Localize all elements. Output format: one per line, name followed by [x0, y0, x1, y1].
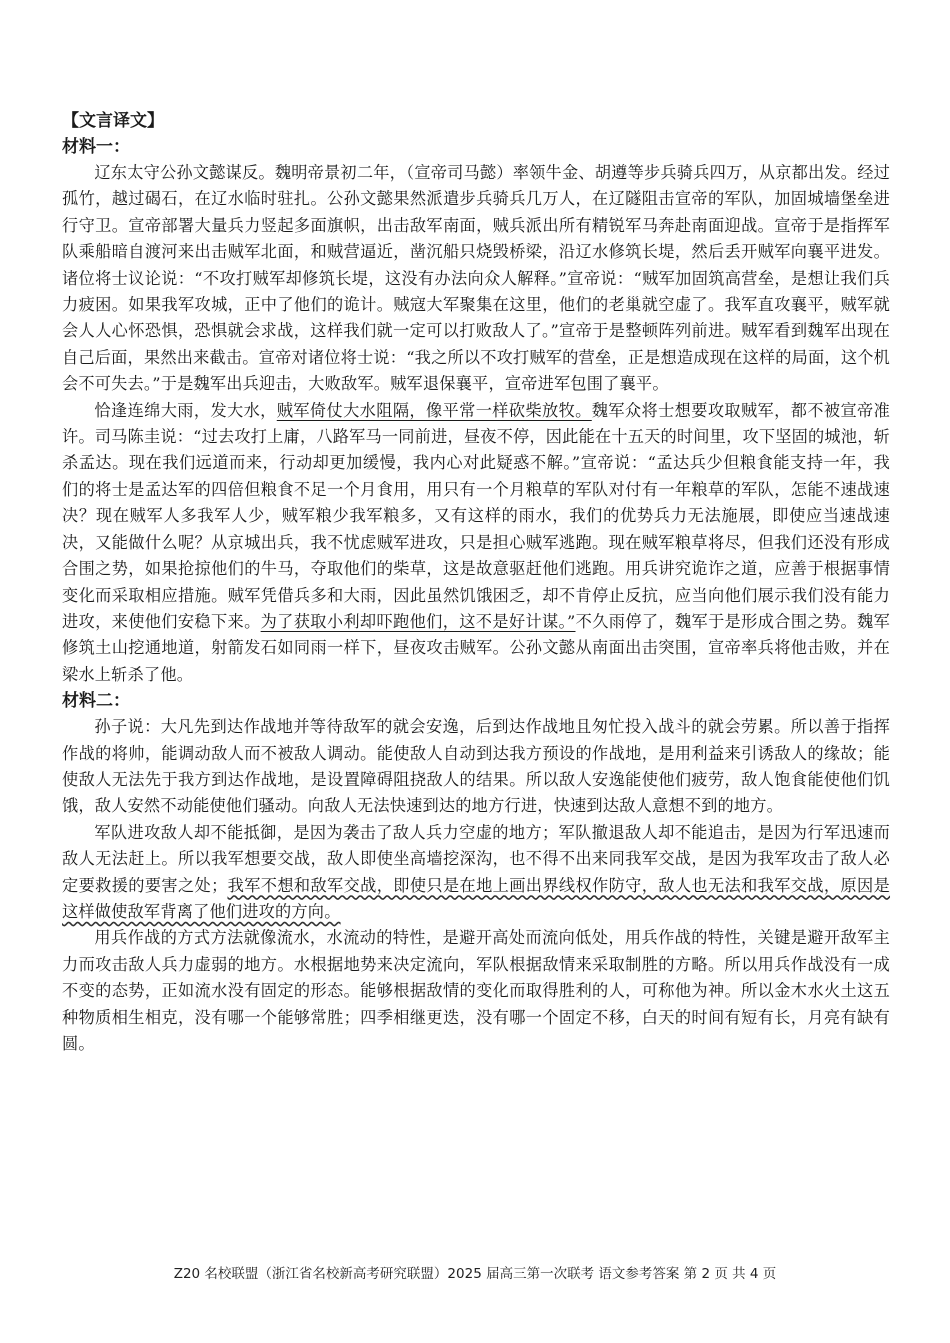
text-segment: 魏军众将士想要攻取贼军，都不被宣帝准许。司马陈圭说：“过去攻打上庸，八路军马一同前进，昼夜不停，因此能在十五天的时间里，攻下坚固的城池，斩杀孟达。现在我们远道而来，行动却更加缓慢，我内心对此疑惑不解。”宣帝说：“孟达兵少但粮食能支持一年，我们的将士是孟达军的四倍但粮食不足一个月食用，用只有一个月粮草的军队对付有一年粮草的军队，怎能不速战速决？现在贼军人多我军人少，贼军粮少我军粮多，又有这样的雨水，我们的优势兵力无法施展，即使应当速战速决，又能做什么呢？从京城出兵，我不忧虑贼军进攻，只是担心贼军逃跑。现在贼军粮草将尽，但我们还没有形成合围之势，如果抢掠他们的牛马，夺取他们的柴草，这是故意驱赶他们逃跑。用兵讲究诡诈之道，应善于根据事情变化而采取相应措施。贼军凭借兵多和大雨，因此虽然饥饿困乏，却不肯停止反抗，应当向他们展示我们没有能力进攻，来使他们安稳下来。: [62, 400, 890, 631]
material-1-paragraph-1: 辽东太守公孙文懿谋反。魏明帝景初二年，（宣帝司马懿）率领牛金、胡遵等步兵骑兵四万，从京都出发。经过孤竹，越过碣石，在辽水临时驻扎。公孙文懿果然派遣步兵骑兵几万人，在辽隧阻击宣帝的军队，加固城墙堡垒进行守卫。宣帝部署大量兵力竖起多面旗帜，出击敌军南面，贼兵派出所有精锐军马奔赴南面迎战。宣帝于是指挥军队乘船暗自渡河来出击贼军北面，和贼营逼近，凿沉船只烧毁桥梁，沿辽水修筑长堤，然后丢开贼军向襄平进发。诸位将士议论说：“不攻打贼军却修筑长堤，这没有办法向众人解释。”宣帝说：“贼军加固筑高营垒，是想让我们兵力疲困。如果我军攻城，正中了他们的诡计。贼寇大军聚集在这里，他们的老巢就空虚了。我军直攻襄平，贼军就会人人心怀恐惧，恐惧就会求战，这样我们就一定可以打败敌人了。”宣帝于是整顿阵列前进。贼军看到魏军出现在自己后面，果然出来截击。宣帝对诸位将士说：“我之所以不攻打贼军的营垒，正是想造成现在这样的局面，这个机会不可失去。”于是魏军出兵迎击，大败敌军。贼军退保襄平，宣帝进军包围了襄平。: [62, 163, 890, 394]
material-1-label: 材料一：: [62, 137, 130, 157]
material-1-paragraph-2: [62, 398, 890, 688]
page-footer: Z20 名校联盟（浙江省名校新高考研究联盟）2025 届高三第一次联考 语文参考答案 第 2 页 共 4 页: [173, 1266, 777, 1282]
material-2-paragraph-3: 用兵作战的方式方法就像流水，水流动的特性，是避开高处而流向低处，用兵作战的特性，关键是避开敌军主力而攻击敌人兵力虚弱的地方。水根据地势来决定流向，军队根据敌情来采取制胜的方略。所以用兵作战没有一成不变的态势，正如流水没有固定的形态。能够根据敌情的变化而取得胜利的人，可称他为神。所以金木水火土这五种物质相生相克，没有哪一个能够常胜；四季相继更迭，没有哪一个固定不移，白天的时间有短有长，月亮有缺有圆。: [62, 928, 890, 1053]
text-segment: 不久雨停了，魏军于是形成合围之势。魏军修筑土山挖通地道，射箭发石如同雨一样下，昼夜攻击贼军。公孙文懿从南面出击突围，宣帝率兵将他击败，并在梁水上斩杀了他。: [62, 611, 890, 684]
underlined-sentence-1: 贼军倚仗大水阻隔，像平常一样砍柴放牧。: [276, 400, 592, 420]
text-segment: 军队进攻敌人却不能抵御，是因为袭击了敌人兵力空虚的地方；军队撤退敌人却不能追击，是因为行军迅速而敌人无法赶上。所以我军想要交战，敌人即使坐高墙挖深沟，也不得不出来同我军交战，是因为我军攻击了敌人必定要救援的要害之处；: [62, 822, 890, 895]
material-2-paragraph-2: [62, 820, 890, 926]
underlined-sentence-2: 为了获取小利却吓跑他们，这不是好计谋。”: [260, 611, 576, 631]
answer-page: [62, 108, 890, 1057]
material-2-label: 材料二：: [62, 691, 130, 712]
text-segment: 恰逢连绵大雨，发大水，: [94, 400, 277, 420]
wavy-underlined-sentence: 我军不想和敌军交战，即使只是在地上画出界线权作防守，敌人也无法和我军交战，原因是这样做使敌军背离了他们进攻的方向。: [62, 875, 891, 921]
material-2-paragraph-1: 孙子说：大凡先到达作战地并等待敌军的就会安逸，后到达作战地且匆忙投入战斗的就会劳累。所以善于指挥作战的将帅，能调动敌人而不被敌人调动。能使敌人自动到达我方预设的作战地，是用利益来引诱敌人的缘故；能使敌人无法先于我方到达作战地，是设置障碍阻挠敌人的结果。所以敌人安逸能使他们疲劳，敌人饱食能使他们饥饿，敌人安然不动能使他们骚动。向敌人无法快速到达的地方行进，快速到达敌人意想不到的地方。: [62, 717, 890, 816]
section-heading: 【文言译文】: [62, 111, 164, 131]
